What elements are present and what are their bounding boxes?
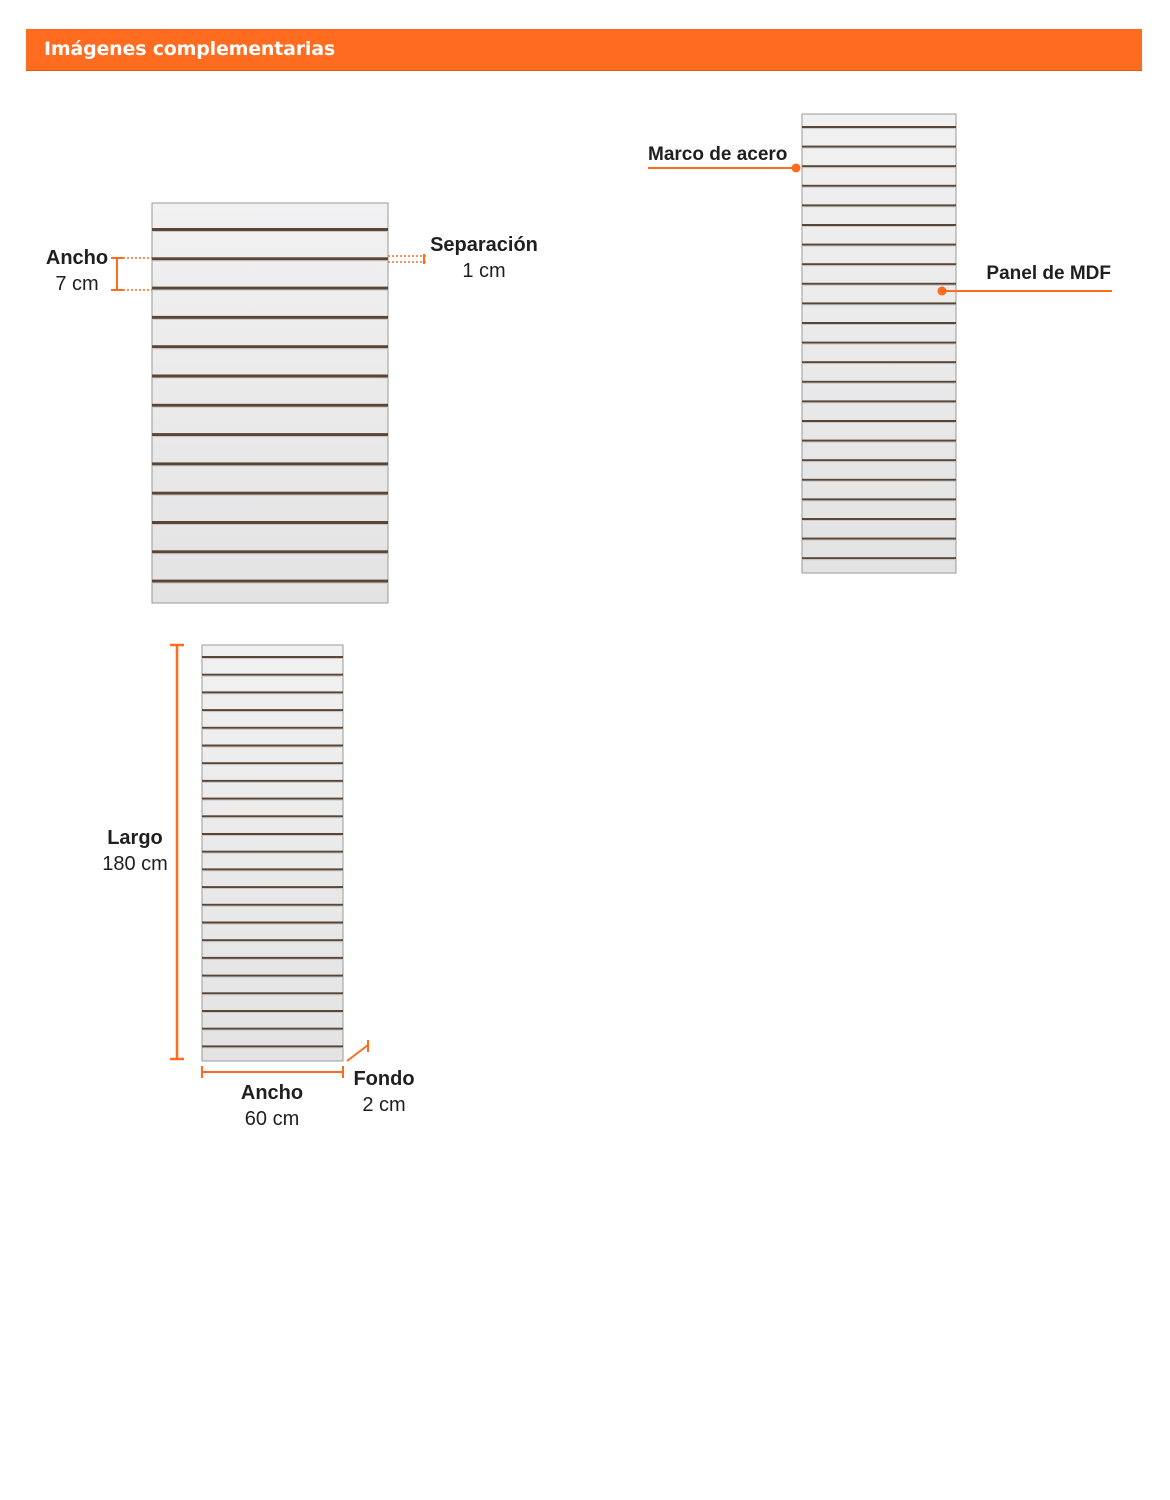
panel-slot-shadow <box>202 817 343 818</box>
panel-slot-shadow <box>152 553 388 554</box>
panel-slot <box>802 420 956 422</box>
panel-slot <box>202 886 343 888</box>
panel-slot-shadow <box>202 924 343 925</box>
panel-slot <box>152 316 388 319</box>
panel-slot-shadow <box>202 835 343 836</box>
panel-slot <box>802 557 956 559</box>
width-value: 7 cm <box>55 273 99 295</box>
panel-slot <box>152 345 388 348</box>
panel-slot-shadow <box>802 187 956 188</box>
panel-slot <box>202 780 343 782</box>
panel-slot <box>202 992 343 994</box>
panel-slot-shadow <box>802 265 956 266</box>
panel-slot <box>152 462 388 465</box>
panel-slot-shadow <box>802 148 956 149</box>
panel-slot-shadow <box>202 658 343 659</box>
panel-slot-shadow <box>152 524 388 525</box>
panel-slot <box>802 165 956 167</box>
panel-slot-shadow <box>802 285 956 286</box>
panel-slot <box>202 727 343 729</box>
panel-slot-shadow <box>802 128 956 129</box>
panel-slot-shadow <box>802 442 956 443</box>
panel-slot <box>802 538 956 540</box>
panel-slot <box>802 185 956 187</box>
panel-slot-shadow <box>802 481 956 482</box>
panel-slot-shadow <box>802 206 956 207</box>
mdf-callout <box>938 263 1113 296</box>
panel-slot <box>802 518 956 520</box>
panel-slot-shadow <box>802 540 956 541</box>
panel-slot <box>802 224 956 226</box>
gap-label: Separación <box>430 234 538 256</box>
panel-slot-shadow <box>802 324 956 325</box>
panel-slot-shadow <box>202 800 343 801</box>
panel-slot <box>802 440 956 442</box>
panel-slot-shadow <box>202 747 343 748</box>
panel-slot <box>202 709 343 711</box>
panel-slot <box>202 674 343 676</box>
section-title: Imágenes complementarias <box>44 38 335 60</box>
panel-slot <box>152 580 388 583</box>
panel-slot <box>202 762 343 764</box>
frame-label: Marco de acero <box>648 144 788 165</box>
panel-slot <box>202 745 343 747</box>
panel-slot <box>152 228 388 231</box>
panel-slot <box>152 550 388 553</box>
panel-slot-shadow <box>152 583 388 584</box>
panel-slot <box>202 815 343 817</box>
panel-slot <box>802 302 956 304</box>
panel-slot-shadow <box>202 676 343 677</box>
panel-slot-shadow <box>802 344 956 345</box>
panel-slot <box>202 656 343 658</box>
panel-slot <box>202 833 343 835</box>
panel-closeup <box>152 203 388 603</box>
frame-callout <box>648 144 801 173</box>
panel-slot <box>802 146 956 148</box>
panel-slot-shadow <box>802 167 956 168</box>
panel-slot-shadow <box>202 729 343 730</box>
panel-slot-shadow <box>802 246 956 247</box>
panel-slot-shadow <box>202 782 343 783</box>
panel-slot-shadow <box>152 319 388 320</box>
panel-slot-shadow <box>152 378 388 379</box>
panel-slot <box>802 244 956 246</box>
panel-slot-shadow <box>802 520 956 521</box>
panel-slot-shadow <box>202 1047 343 1048</box>
panel-slot-shadow <box>802 304 956 305</box>
panel-slot <box>152 257 388 260</box>
panel-slot <box>202 957 343 959</box>
panel-slot <box>802 381 956 383</box>
panel-slot-shadow <box>202 764 343 765</box>
panel-slot <box>802 498 956 500</box>
panel-slot <box>202 939 343 941</box>
panel-slot <box>202 691 343 693</box>
panel-slot-shadow <box>152 495 388 496</box>
panel-slot <box>802 126 956 128</box>
panel-slot <box>802 459 956 461</box>
panel-slot <box>202 1028 343 1030</box>
panel-slot-shadow <box>202 1012 343 1013</box>
panel-slot <box>802 479 956 481</box>
length-label: Largo <box>107 827 163 849</box>
width-dimension <box>46 247 152 295</box>
panel-slot-shadow <box>202 888 343 889</box>
panel-slot <box>152 287 388 290</box>
panel-slot-shadow <box>802 383 956 384</box>
panel-slot <box>802 204 956 206</box>
overall-width-label: Ancho <box>240 1082 304 1104</box>
panel-slot-shadow <box>802 363 956 364</box>
panel-slot-shadow <box>802 226 956 227</box>
panel-slot-shadow <box>152 290 388 291</box>
panel-slot <box>152 404 388 407</box>
panel-slot-shadow <box>202 994 343 995</box>
panel-slot-shadow <box>202 959 343 960</box>
panel-slot <box>152 375 388 378</box>
gap-value: 1 cm <box>462 260 506 282</box>
panel-closeup-body <box>152 203 388 603</box>
width-label: Ancho <box>45 247 109 269</box>
panel-slot-shadow <box>152 348 388 349</box>
panel-slot-shadow <box>202 693 343 694</box>
panel-slot <box>802 322 956 324</box>
panel-slot-shadow <box>152 465 388 466</box>
panel-slot <box>202 1045 343 1047</box>
panel-slot-shadow <box>152 260 388 261</box>
panel-slot-shadow <box>152 231 388 232</box>
length-value: 180 cm <box>102 853 168 875</box>
panel-slot-shadow <box>202 977 343 978</box>
panel-slot <box>152 433 388 436</box>
depth-value: 2 cm <box>362 1094 406 1116</box>
panel-parts <box>802 114 956 573</box>
panel-slot-shadow <box>202 906 343 907</box>
panel-slot <box>802 342 956 344</box>
panel-slot-shadow <box>152 436 388 437</box>
panel-slot <box>202 851 343 853</box>
overall-width-dimension <box>202 1066 343 1130</box>
panel-slot <box>802 400 956 402</box>
panel-slot-shadow <box>802 422 956 423</box>
gap-dimension <box>388 234 538 282</box>
panel-slot <box>202 904 343 906</box>
panel-slot-shadow <box>802 559 956 560</box>
panel-slot <box>802 283 956 285</box>
panel-slot-shadow <box>802 461 956 462</box>
depth-label: Fondo <box>353 1068 415 1090</box>
panel-full <box>202 645 343 1061</box>
mdf-label: Panel de MDF <box>986 263 1111 284</box>
panel-slot <box>802 361 956 363</box>
panel-slot <box>202 798 343 800</box>
panel-slot-shadow <box>202 870 343 871</box>
panel-slot <box>152 521 388 524</box>
panel-slot-shadow <box>202 941 343 942</box>
panel-slot <box>202 868 343 870</box>
panel-slot <box>202 975 343 977</box>
overall-width-value: 60 cm <box>244 1108 300 1130</box>
depth-dimension <box>347 1040 415 1116</box>
panel-slot <box>202 1010 343 1012</box>
panel-slot <box>202 922 343 924</box>
panel-slot-shadow <box>202 853 343 854</box>
panel-slot-shadow <box>202 711 343 712</box>
panel-slot <box>802 263 956 265</box>
panel-slot <box>152 492 388 495</box>
panel-slot-shadow <box>152 407 388 408</box>
length-dimension <box>102 645 184 1059</box>
panel-slot-shadow <box>802 500 956 501</box>
panel-slot-shadow <box>802 402 956 403</box>
panel-slot-shadow <box>202 1030 343 1031</box>
